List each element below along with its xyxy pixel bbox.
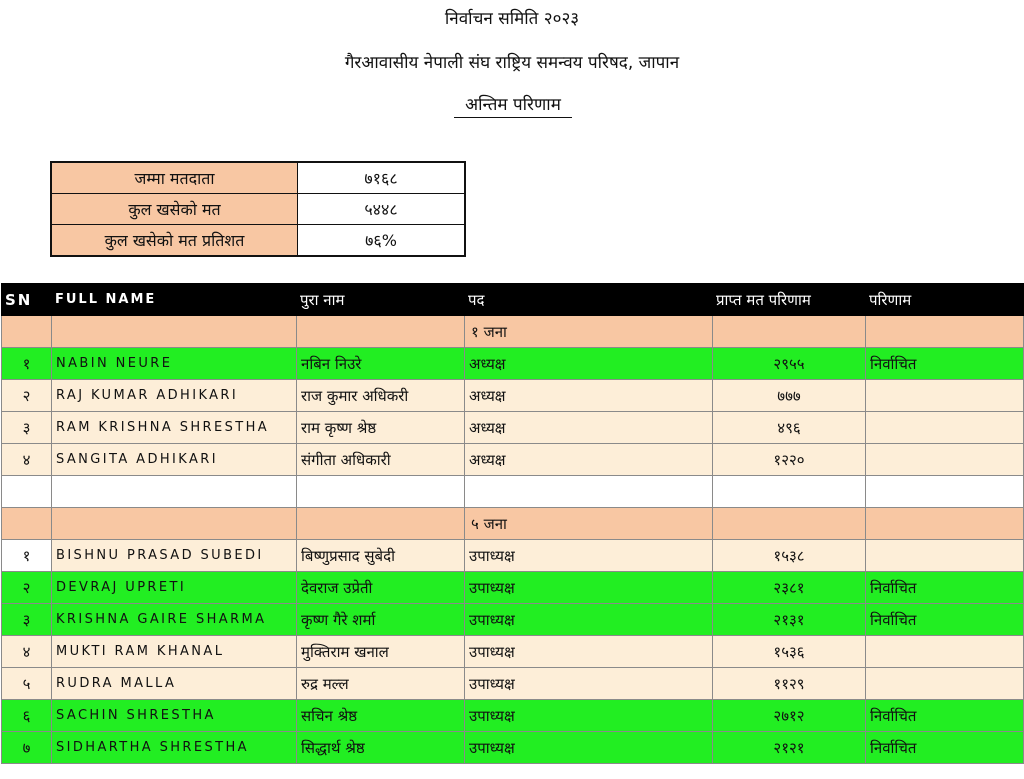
row-pura-naam: सचिन श्रेष्ठ bbox=[297, 700, 465, 732]
row-pura-naam: सिद्धार्थ श्रेष्ठ bbox=[297, 732, 465, 764]
summary-row bbox=[51, 194, 465, 225]
row-votes: १५३८ bbox=[713, 540, 866, 572]
group-row bbox=[2, 508, 1024, 540]
row-result: निर्वाचित bbox=[866, 700, 1024, 732]
row-sn: ४ bbox=[2, 636, 52, 668]
row-votes: २१२१ bbox=[713, 732, 866, 764]
spacer-row bbox=[2, 476, 1024, 508]
row-pad: अध्यक्ष bbox=[465, 348, 713, 380]
table-row bbox=[2, 444, 1024, 476]
table-row bbox=[2, 700, 1024, 732]
row-full-name: KRISHNA GAIRE SHARMA bbox=[52, 604, 297, 636]
group-label: ५ जना bbox=[465, 508, 713, 540]
row-pura-naam: देवराज उप्रेती bbox=[297, 572, 465, 604]
row-full-name: RAJ KUMAR ADHIKARI bbox=[52, 380, 297, 412]
organization-title: गैरआवासीय नेपाली संघ राष्ट्रिय समन्वय परिषद, जापान bbox=[344, 53, 680, 73]
row-pad: अध्यक्ष bbox=[465, 412, 713, 444]
row-result: निर्वाचित bbox=[866, 572, 1024, 604]
table-row bbox=[2, 636, 1024, 668]
results-table bbox=[1, 283, 1024, 764]
row-votes: २७१२ bbox=[713, 700, 866, 732]
row-full-name: RAM KRISHNA SHRESTHA bbox=[52, 412, 297, 444]
row-result bbox=[866, 540, 1024, 572]
row-full-name: DEVRAJ UPRETI bbox=[52, 572, 297, 604]
row-votes: ४९६ bbox=[713, 412, 866, 444]
group-label: १ जना bbox=[465, 316, 713, 348]
row-full-name: SANGITA ADHIKARI bbox=[52, 444, 297, 476]
row-sn: १ bbox=[2, 540, 52, 572]
row-pad: उपाध्यक्ष bbox=[465, 668, 713, 700]
results-header-row bbox=[2, 284, 1024, 316]
row-result: निर्वाचित bbox=[866, 732, 1024, 764]
row-pura-naam: नबिन निउरे bbox=[297, 348, 465, 380]
committee-title: निर्वाचन समिति २०२३ bbox=[444, 9, 580, 29]
row-full-name: BISHNU PRASAD SUBEDI bbox=[52, 540, 297, 572]
row-pad: अध्यक्ष bbox=[465, 444, 713, 476]
row-pad: अध्यक्ष bbox=[465, 380, 713, 412]
row-pad: उपाध्यक्ष bbox=[465, 700, 713, 732]
row-pura-naam: कृष्ण गैरे शर्मा bbox=[297, 604, 465, 636]
row-pura-naam: बिष्णुप्रसाद सुबेदी bbox=[297, 540, 465, 572]
row-pad: उपाध्यक्ष bbox=[465, 636, 713, 668]
summary-value: ५४४८ bbox=[298, 194, 466, 225]
row-sn: ४ bbox=[2, 444, 52, 476]
row-sn: ६ bbox=[2, 700, 52, 732]
row-result bbox=[866, 668, 1024, 700]
row-result bbox=[866, 412, 1024, 444]
row-votes: १२२० bbox=[713, 444, 866, 476]
table-row bbox=[2, 572, 1024, 604]
row-pad: उपाध्यक्ष bbox=[465, 732, 713, 764]
row-pura-naam: राम कृष्ण श्रेष्ठ bbox=[297, 412, 465, 444]
row-pad: उपाध्यक्ष bbox=[465, 572, 713, 604]
summary-value: ७६% bbox=[298, 225, 466, 257]
row-full-name: NABIN NEURE bbox=[52, 348, 297, 380]
row-pura-naam: मुक्तिराम खनाल bbox=[297, 636, 465, 668]
row-sn: ३ bbox=[2, 412, 52, 444]
table-row bbox=[2, 380, 1024, 412]
row-pura-naam: रुद्र मल्ल bbox=[297, 668, 465, 700]
row-full-name: SACHIN SHRESTHA bbox=[52, 700, 297, 732]
col-header-votes: प्राप्त मत परिणाम bbox=[713, 284, 866, 316]
table-row bbox=[2, 412, 1024, 444]
col-header-full-name: FULL NAME bbox=[52, 284, 297, 316]
table-row bbox=[2, 604, 1024, 636]
summary-label: कुल खसेको मत bbox=[51, 194, 298, 225]
row-result bbox=[866, 444, 1024, 476]
row-result bbox=[866, 380, 1024, 412]
row-result: निर्वाचित bbox=[866, 604, 1024, 636]
table-row bbox=[2, 668, 1024, 700]
row-votes: २३८१ bbox=[713, 572, 866, 604]
row-pura-naam: राज कुमार अधिकरी bbox=[297, 380, 465, 412]
summary-row bbox=[51, 225, 465, 257]
col-header-pura-naam: पुरा नाम bbox=[297, 284, 465, 316]
row-votes: २१३१ bbox=[713, 604, 866, 636]
row-result: निर्वाचित bbox=[866, 348, 1024, 380]
group-row bbox=[2, 316, 1024, 348]
voter-summary-table bbox=[50, 161, 466, 257]
row-full-name: MUKTI RAM KHANAL bbox=[52, 636, 297, 668]
table-row bbox=[2, 540, 1024, 572]
summary-label: कुल खसेको मत प्रतिशत bbox=[51, 225, 298, 257]
summary-value: ७१६८ bbox=[298, 162, 466, 194]
row-votes: ७७७ bbox=[713, 380, 866, 412]
row-votes: ११२९ bbox=[713, 668, 866, 700]
table-row bbox=[2, 732, 1024, 764]
row-pura-naam: संगीता अधिकारी bbox=[297, 444, 465, 476]
final-result-heading: अन्तिम परिणाम bbox=[454, 94, 572, 118]
row-full-name: RUDRA MALLA bbox=[52, 668, 297, 700]
row-sn: ३ bbox=[2, 604, 52, 636]
summary-label: जम्मा मतदाता bbox=[51, 162, 298, 194]
col-header-sn: SN bbox=[2, 284, 52, 316]
row-sn: १ bbox=[2, 348, 52, 380]
row-sn: २ bbox=[2, 572, 52, 604]
row-pad: उपाध्यक्ष bbox=[465, 540, 713, 572]
row-sn: ७ bbox=[2, 732, 52, 764]
table-row bbox=[2, 348, 1024, 380]
row-sn: ५ bbox=[2, 668, 52, 700]
summary-row bbox=[51, 162, 465, 194]
row-votes: २९५५ bbox=[713, 348, 866, 380]
row-full-name: SIDHARTHA SHRESTHA bbox=[52, 732, 297, 764]
col-header-pad: पद bbox=[465, 284, 713, 316]
row-pad: उपाध्यक्ष bbox=[465, 604, 713, 636]
row-votes: १५३६ bbox=[713, 636, 866, 668]
row-result bbox=[866, 636, 1024, 668]
row-sn: २ bbox=[2, 380, 52, 412]
col-header-result: परिणाम bbox=[866, 284, 1024, 316]
